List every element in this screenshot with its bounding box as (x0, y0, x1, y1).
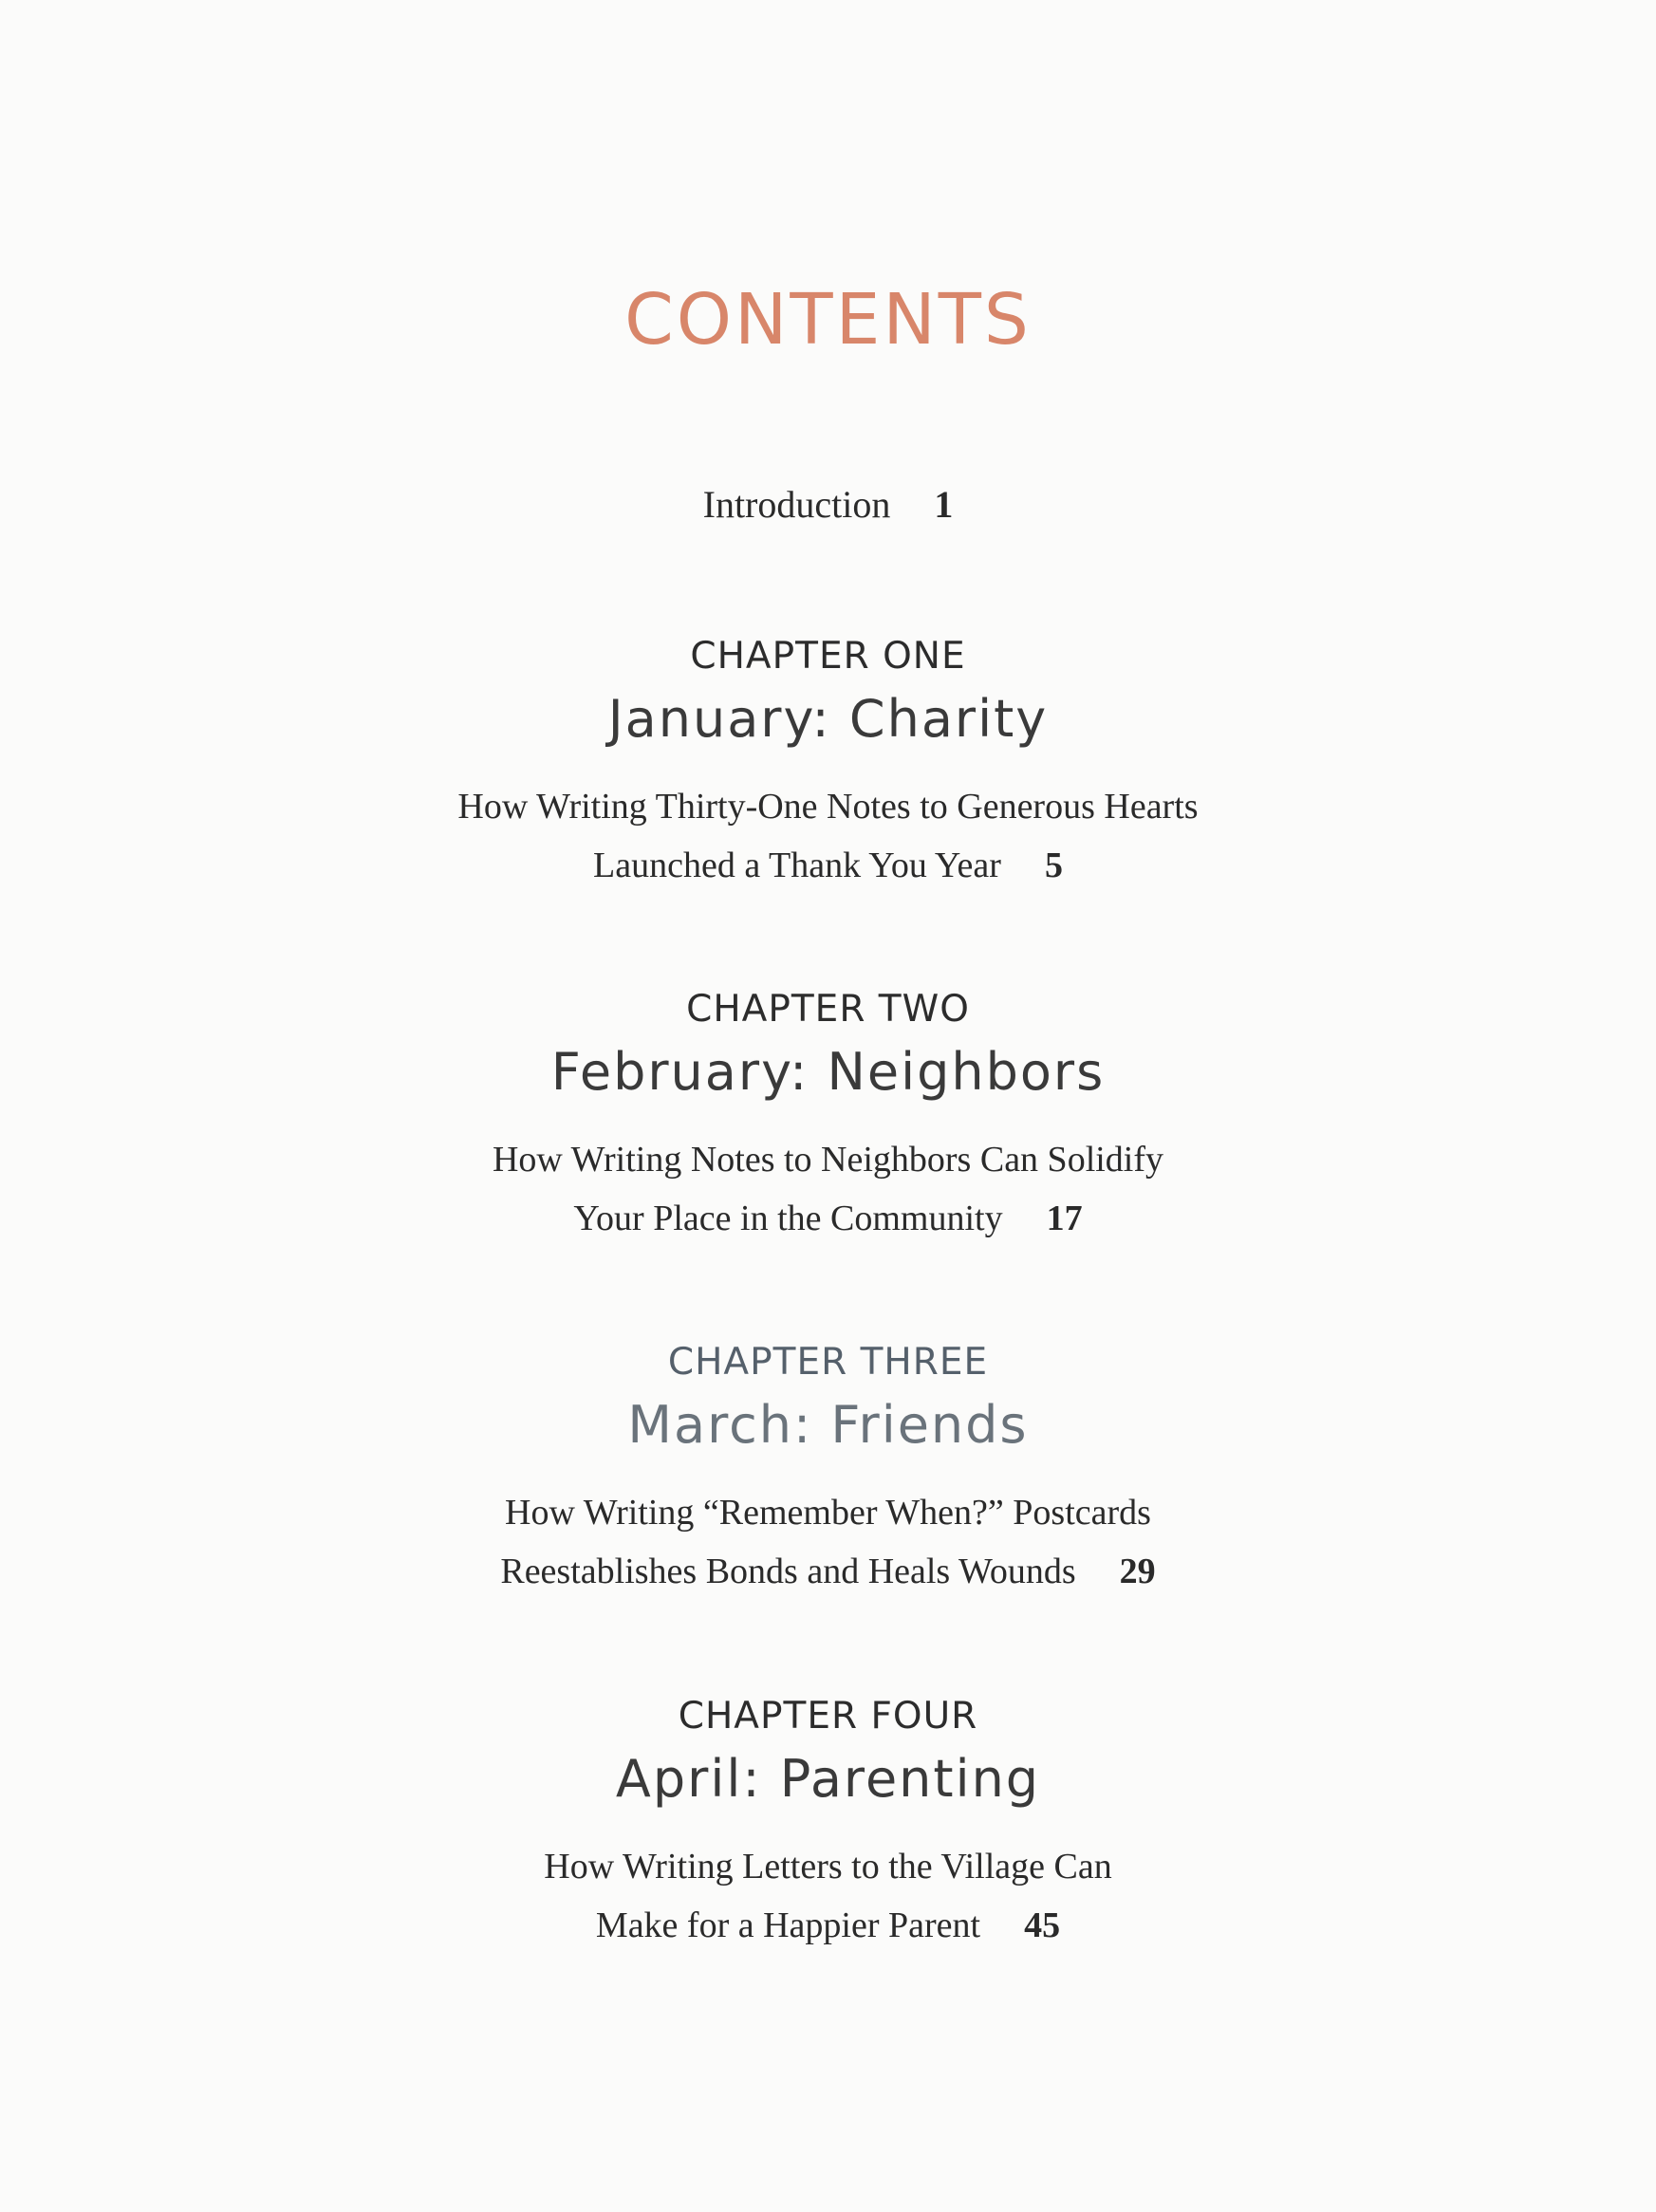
chapter-description-line-2 (0, 836, 1656, 895)
chapter-title: February: Neighbors (550, 1042, 1106, 1102)
chapter-label: CHAPTER THREE (667, 1341, 989, 1384)
toc-entry-chapter-two[interactable] (0, 988, 1656, 1248)
page-title: CONTENTS (624, 279, 1032, 361)
chapter-description-line-2 (0, 1542, 1656, 1601)
chapter-page-number: 29 (1119, 1552, 1156, 1591)
chapter-description-line-2-text: Your Place in the Community (573, 1199, 1003, 1238)
chapter-description-line-2 (0, 1896, 1656, 1955)
chapter-description-line-1: How Writing Notes to Neighbors Can Solidify (492, 1140, 1164, 1180)
chapter-description (0, 1837, 1656, 1955)
chapter-label: CHAPTER TWO (686, 988, 970, 1031)
chapter-title: January: Charity (607, 689, 1049, 749)
chapter-label: CHAPTER FOUR (678, 1695, 978, 1738)
chapter-description (0, 1130, 1656, 1248)
toc-entry-chapter-four[interactable] (0, 1695, 1656, 1955)
chapter-page-number: 17 (1046, 1199, 1083, 1238)
chapter-description-line-1: How Writing Letters to the Village Can (544, 1847, 1112, 1887)
chapter-description-line-1: How Writing Thirty-One Notes to Generous Hearts (457, 787, 1199, 827)
chapter-description (0, 777, 1656, 895)
toc-entry-introduction[interactable] (0, 482, 1656, 528)
chapter-description-line-1: How Writing “Remember When?” Postcards (505, 1493, 1151, 1533)
chapter-description-line-2 (0, 1189, 1656, 1248)
chapter-description-line-2-text: Launched a Thank You Year (593, 846, 1001, 885)
chapter-description-line-2-text: Reestablishes Bonds and Heals Wounds (500, 1552, 1076, 1591)
toc-entry-chapter-three[interactable] (0, 1341, 1656, 1601)
chapter-title: April: Parenting (615, 1749, 1041, 1809)
chapter-description-line-2-text: Make for a Happier Parent (595, 1905, 981, 1945)
chapter-page-number: 5 (1044, 846, 1063, 885)
introduction-label: Introduction (702, 483, 891, 526)
chapter-description (0, 1483, 1656, 1601)
introduction-page-number: 1 (934, 483, 954, 526)
chapter-label: CHAPTER ONE (690, 635, 966, 678)
toc-entry-chapter-one[interactable] (0, 635, 1656, 895)
chapter-title: March: Friends (627, 1395, 1029, 1455)
chapter-page-number: 45 (1024, 1905, 1061, 1945)
